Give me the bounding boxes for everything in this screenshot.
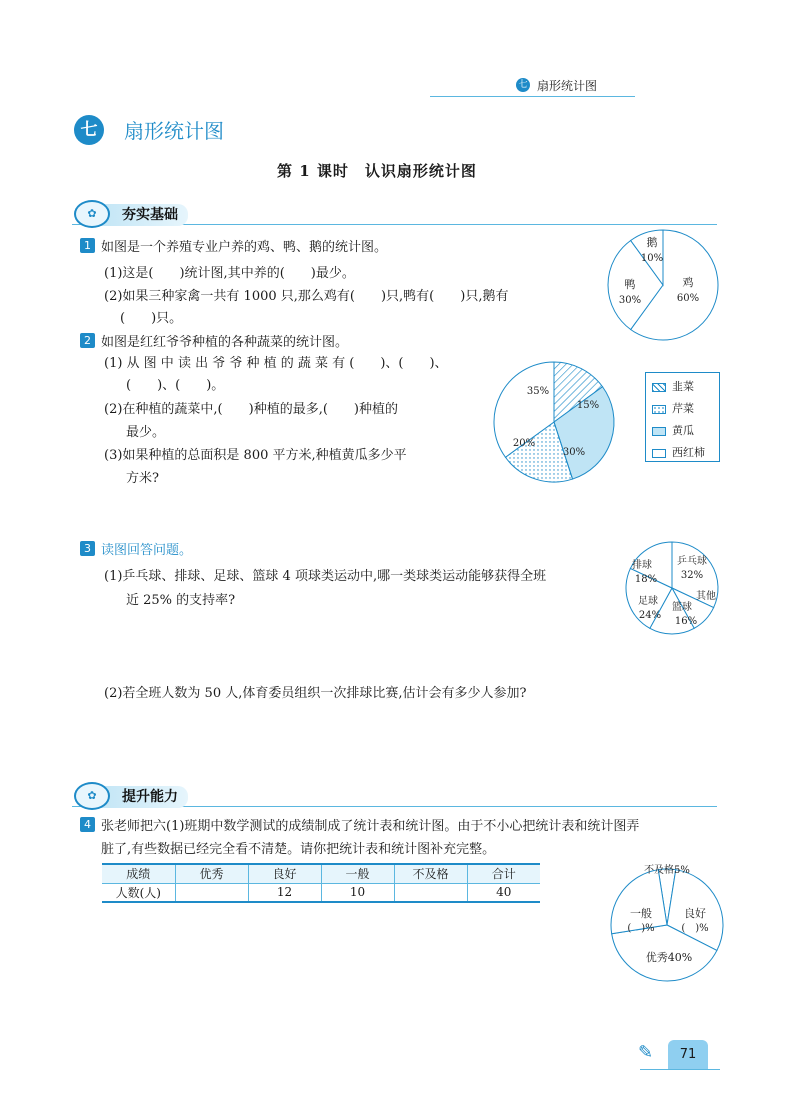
legend-label: 韭菜 bbox=[672, 380, 694, 393]
pie-label: 32% bbox=[680, 570, 704, 581]
pie-label: 35% bbox=[526, 386, 550, 397]
page-number: 71 bbox=[668, 1040, 708, 1070]
pie-label: 排球 bbox=[632, 560, 652, 571]
pie-label: 18% bbox=[634, 574, 658, 585]
question-number: 3 bbox=[80, 541, 95, 556]
chapter-number-badge: 七 bbox=[74, 115, 104, 145]
pie-label: 30% bbox=[618, 295, 642, 306]
pie-label: 其他 bbox=[696, 591, 716, 602]
vegetable-pie-chart bbox=[492, 360, 622, 490]
table-header-cell: 合计 bbox=[467, 864, 540, 883]
pie-label: ( )% bbox=[627, 923, 655, 934]
pie-label: 乒乓球 bbox=[677, 556, 707, 567]
question-stem: 脏了,有些数据已经完全看不清楚。请你把统计表和统计图补充完整。 bbox=[101, 842, 496, 857]
legend-label: 西红柿 bbox=[672, 446, 705, 459]
table-header-cell: 成绩 bbox=[102, 864, 175, 883]
question-stem: 张老师把六(1)班期中数学测试的成绩制成了统计表和统计图。由于不小心把统计表和统计图弄 bbox=[101, 819, 640, 834]
grades-pie-chart bbox=[605, 855, 730, 985]
pie-label: 鸡 bbox=[682, 276, 694, 289]
question-part: 近 25% 的支持率? bbox=[126, 593, 236, 608]
legend-item bbox=[652, 378, 694, 394]
question-stem: 读图回答问题。 bbox=[101, 543, 193, 558]
question-part: (1) 从 图 中 读 出 爷 爷 种 植 的 蔬 菜 有 ( )、( )、 bbox=[104, 356, 448, 371]
table-header-cell: 不及格 bbox=[394, 864, 467, 883]
legend-label: 黄瓜 bbox=[672, 424, 694, 437]
cartoon-icon: ✿ bbox=[74, 782, 110, 810]
legend-item bbox=[652, 400, 694, 416]
chapter-title: 扇形统计图 bbox=[124, 119, 224, 143]
question-stem: 如图是一个养殖专业户养的鸡、鸭、鹅的统计图。 bbox=[101, 240, 388, 255]
section-title-basics: 夯实基础 bbox=[90, 204, 188, 226]
pie-label: 足球 bbox=[638, 596, 658, 607]
pie-label: 鸭 bbox=[624, 278, 636, 291]
table-header-row bbox=[102, 864, 540, 883]
section-title-advanced: 提升能力 bbox=[90, 786, 188, 808]
pie-label: 10% bbox=[640, 253, 664, 264]
question-part: (1)这是( )统计图,其中养的( )最少。 bbox=[104, 266, 355, 281]
pie-label: 16% bbox=[674, 616, 698, 627]
chapter-badge-icon: 七 bbox=[516, 78, 530, 92]
pie-label: ( )% bbox=[681, 923, 709, 934]
empty-swatch-icon bbox=[652, 449, 666, 458]
sports-pie-chart bbox=[624, 540, 724, 640]
pie-label: 鹅 bbox=[646, 236, 658, 249]
legend-item bbox=[652, 444, 705, 460]
legend-item bbox=[652, 422, 694, 438]
pie-label: 15% bbox=[576, 400, 600, 411]
question-number: 1 bbox=[80, 238, 95, 253]
table-header-cell: 优秀 bbox=[175, 864, 248, 883]
question-number: 2 bbox=[80, 333, 95, 348]
question-part: (3)如果种植的总面积是 800 平方米,种植黄瓜多少平 bbox=[104, 448, 407, 463]
pie-label: 20% bbox=[512, 438, 536, 449]
poultry-pie-chart bbox=[606, 228, 721, 343]
lesson-title: 第 1 课时 认识扇形统计图 bbox=[277, 162, 477, 180]
pie-label: 不及格5% bbox=[644, 865, 690, 876]
pie-label: 60% bbox=[676, 293, 700, 304]
table-header-cell: 一般 bbox=[321, 864, 394, 883]
pie-label: 良好 bbox=[684, 907, 706, 920]
pie-label: 一般 bbox=[630, 907, 652, 920]
running-title: 扇形统计图 bbox=[537, 79, 598, 93]
question-part: (1)乒乓球、排球、足球、篮球 4 项球类运动中,哪一类球类运动能够获得全班 bbox=[104, 569, 547, 584]
question-number: 4 bbox=[80, 817, 95, 832]
question-part: ( )、( )。 bbox=[126, 378, 225, 393]
pie-label: 24% bbox=[638, 610, 662, 621]
question-part: 最少。 bbox=[126, 425, 166, 440]
question-part: (2)如果三种家禽一共有 1000 只,那么鸡有( )只,鸭有( )只,鹅有 bbox=[104, 289, 509, 304]
pie-label: 篮球 bbox=[672, 602, 692, 613]
question-part: 方米? bbox=[126, 471, 159, 486]
question-stem: 如图是红红爷爷种植的各种蔬菜的统计图。 bbox=[101, 335, 349, 350]
footer-rule bbox=[640, 1069, 720, 1070]
table-cell[interactable] bbox=[175, 883, 248, 902]
table-cell: 12 bbox=[248, 883, 321, 902]
table-row bbox=[102, 883, 540, 902]
question-part: ( )只。 bbox=[120, 311, 183, 326]
dot-swatch-icon bbox=[652, 405, 666, 414]
table-cell: 人数(人) bbox=[102, 883, 175, 902]
table-header-cell: 良好 bbox=[248, 864, 321, 883]
table-cell: 40 bbox=[467, 883, 540, 902]
question-part: (2)在种植的蔬菜中,( )种植的最多,( )种植的 bbox=[104, 402, 398, 417]
pencil-icon: ✎ bbox=[638, 1042, 654, 1063]
question-part: (2)若全班人数为 50 人,体育委员组织一次排球比赛,估计会有多少人参加? bbox=[104, 686, 527, 701]
legend-label: 芹菜 bbox=[672, 402, 694, 415]
fill-swatch-icon bbox=[652, 427, 666, 436]
header-rule bbox=[430, 96, 635, 97]
pie-label: 优秀40% bbox=[645, 951, 693, 964]
hatch-swatch-icon bbox=[652, 383, 666, 392]
cartoon-icon: ✿ bbox=[74, 200, 110, 228]
table-cell: 10 bbox=[321, 883, 394, 902]
vegetable-legend bbox=[645, 372, 720, 462]
pie-label: 30% bbox=[562, 447, 586, 458]
grade-table bbox=[102, 863, 540, 903]
table-cell[interactable] bbox=[394, 883, 467, 902]
